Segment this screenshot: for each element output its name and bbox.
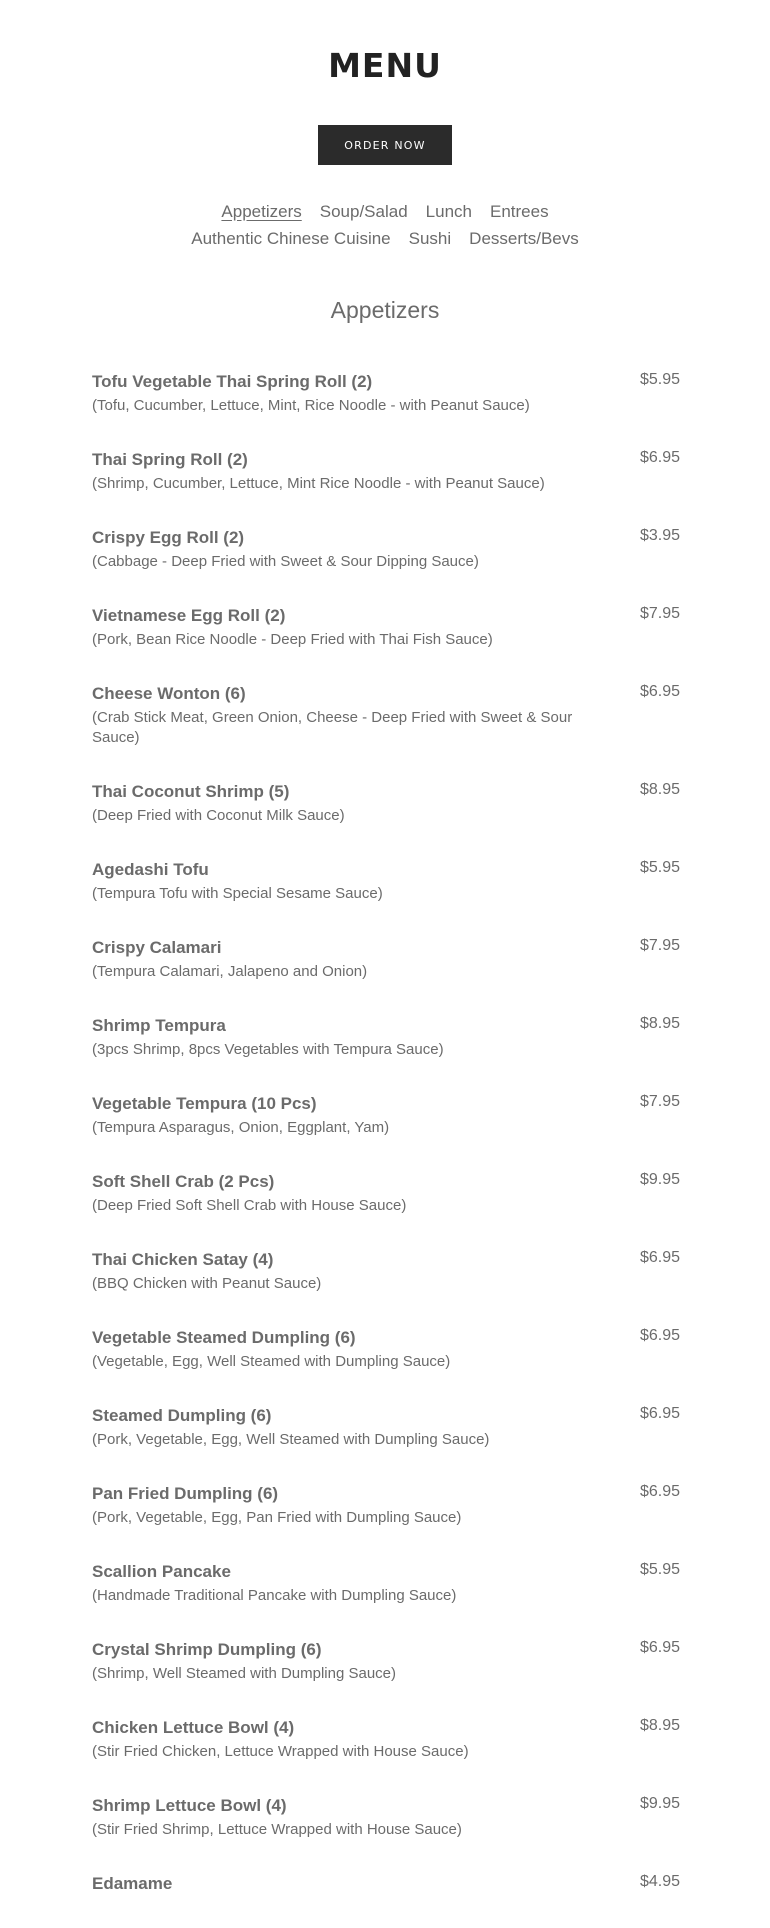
menu-item-price: $8.95 [639, 1717, 680, 1734]
menu-item-name: Vegetable Tempura (10 Pcs) [92, 1094, 317, 1113]
menu-item-name: Vietnamese Egg Roll (2) [92, 606, 286, 625]
menu-item-description: (Tempura Asparagus, Onion, Eggplant, Yam) [92, 1119, 390, 1136]
menu-item-description: (Handmade Traditional Pancake with Dumpling Sauce) [92, 1587, 457, 1604]
menu-item [92, 936, 680, 982]
menu-item-description: (Stir Fried Chicken, Lettuce Wrapped with House Sauce) [92, 1743, 469, 1760]
tab-authentic-chinese-cuisine[interactable]: Authentic Chinese Cuisine [191, 229, 391, 248]
menu-item-price: $9.95 [639, 1171, 680, 1188]
menu-item [92, 1404, 680, 1450]
category-row-1 [0, 198, 770, 225]
menu-item-description: (Cabbage - Deep Fried with Sweet & Sour Dipping Sauce) [92, 553, 479, 570]
menu-item [92, 1326, 680, 1372]
menu-item-price: $5.95 [639, 371, 680, 388]
menu-item-price: $3.95 [639, 527, 680, 544]
menu-item-price: $7.95 [639, 1093, 680, 1110]
section-heading: Appetizers [330, 297, 440, 323]
tab-desserts-bevs[interactable]: Desserts/Bevs [469, 229, 579, 248]
menu-item-name: Pan Fried Dumpling (6) [92, 1484, 279, 1503]
tab-entrees[interactable]: Entrees [489, 202, 549, 221]
tab-soup-salad[interactable]: Soup/Salad [319, 202, 408, 221]
menu-item-name: Thai Chicken Satay (4) [92, 1250, 274, 1269]
menu-item-name: Agedashi Tofu [92, 860, 209, 879]
menu-item-name: Vegetable Steamed Dumpling (6) [92, 1328, 356, 1347]
tab-sushi[interactable]: Sushi [408, 229, 452, 248]
menu-item [92, 1794, 680, 1840]
menu-item-name: Steamed Dumpling (6) [92, 1406, 272, 1425]
menu-category-nav [0, 198, 770, 252]
menu-item-price: $7.95 [639, 937, 680, 954]
menu-item-description: (Stir Fried Shrimp, Lettuce Wrapped with House Sauce) [92, 1821, 462, 1838]
menu-item-price: $6.95 [639, 1639, 680, 1656]
menu-item [92, 1482, 680, 1528]
menu-item-price: $6.95 [639, 683, 680, 700]
menu-item-price: $6.95 [639, 449, 680, 466]
tab-appetizers[interactable]: Appetizers [221, 202, 302, 221]
menu-item [92, 780, 680, 826]
menu-item-description: (Deep Fried with Coconut Milk Sauce) [92, 807, 345, 824]
menu-item-price: $9.95 [639, 1795, 680, 1812]
menu-item [92, 1716, 680, 1762]
menu-item-description: (Tempura Tofu with Special Sesame Sauce) [92, 885, 383, 902]
menu-item [92, 1248, 680, 1294]
menu-item-name: Scallion Pancake [92, 1562, 231, 1581]
menu-item-price: $8.95 [639, 1015, 680, 1032]
menu-item-name: Thai Coconut Shrimp (5) [92, 782, 290, 801]
menu-item-description: (Tempura Calamari, Jalapeno and Onion) [92, 963, 368, 980]
menu-item-price: $4.95 [639, 1873, 680, 1890]
menu-item-name: Crispy Calamari [92, 938, 222, 957]
menu-item-name: Crispy Egg Roll (2) [92, 528, 245, 547]
tab-lunch[interactable]: Lunch [425, 202, 472, 221]
menu-item-description: (Pork, Bean Rice Noodle - Deep Fried with Thai Fish Sauce) [92, 631, 493, 648]
menu-item-description: (Tofu, Cucumber, Lettuce, Mint, Rice Noodle - with Peanut Sauce) [92, 397, 530, 414]
menu-item [92, 682, 680, 748]
menu-item-price: $6.95 [639, 1327, 680, 1344]
menu-item-name: Shrimp Tempura [92, 1016, 226, 1035]
menu-item-name: Thai Spring Roll (2) [92, 450, 248, 469]
menu-item [92, 1872, 680, 1896]
menu-item-description: (3pcs Shrimp, 8pcs Vegetables with Tempura Sauce) [92, 1041, 444, 1058]
menu-item-description: (Crab Stick Meat, Green Onion, Cheese - Deep Fried with Sweet & Sour Sauce) [92, 709, 573, 746]
menu-item-name: Tofu Vegetable Thai Spring Roll (2) [92, 372, 373, 391]
menu-item-name: Chicken Lettuce Bowl (4) [92, 1718, 295, 1737]
category-row-2 [0, 225, 770, 252]
menu-item-description: (Vegetable, Egg, Well Steamed with Dumpling Sauce) [92, 1353, 451, 1370]
menu-item [92, 526, 680, 572]
order-now-button[interactable]: ORDER NOW [318, 125, 452, 165]
menu-item [92, 1014, 680, 1060]
menu-item-name: Cheese Wonton (6) [92, 684, 246, 703]
menu-item [92, 604, 680, 650]
menu-item-description: (Pork, Vegetable, Egg, Pan Fried with Dumpling Sauce) [92, 1509, 462, 1526]
menu-item [92, 370, 680, 416]
menu-item [92, 1638, 680, 1684]
menu-item-price: $6.95 [639, 1249, 680, 1266]
menu-item-price: $5.95 [639, 1561, 680, 1578]
menu-item [92, 1092, 680, 1138]
menu-item-description: (BBQ Chicken with Peanut Sauce) [92, 1275, 322, 1292]
menu-item-description: (Shrimp, Cucumber, Lettuce, Mint Rice Noodle - with Peanut Sauce) [92, 475, 545, 492]
menu-item-price: $8.95 [639, 781, 680, 798]
menu-item-list [92, 370, 680, 1928]
menu-item-price: $7.95 [639, 605, 680, 622]
menu-item [92, 1170, 680, 1216]
menu-item-name: Crystal Shrimp Dumpling (6) [92, 1640, 322, 1659]
menu-item-price: $5.95 [639, 859, 680, 876]
menu-item-description: (Deep Fried Soft Shell Crab with House Sauce) [92, 1197, 407, 1214]
menu-item [92, 448, 680, 494]
menu-item-name: Edamame [92, 1874, 173, 1893]
menu-item-description: (Pork, Vegetable, Egg, Well Steamed with Dumpling Sauce) [92, 1431, 490, 1448]
page-title: MENU [328, 46, 442, 85]
menu-item-name: Shrimp Lettuce Bowl (4) [92, 1796, 287, 1815]
menu-item [92, 1560, 680, 1606]
menu-item-name: Soft Shell Crab (2 Pcs) [92, 1172, 275, 1191]
menu-item-price: $6.95 [639, 1483, 680, 1500]
menu-item-description: (Shrimp, Well Steamed with Dumpling Sauce) [92, 1665, 397, 1682]
menu-item [92, 858, 680, 904]
menu-item-price: $6.95 [639, 1405, 680, 1422]
